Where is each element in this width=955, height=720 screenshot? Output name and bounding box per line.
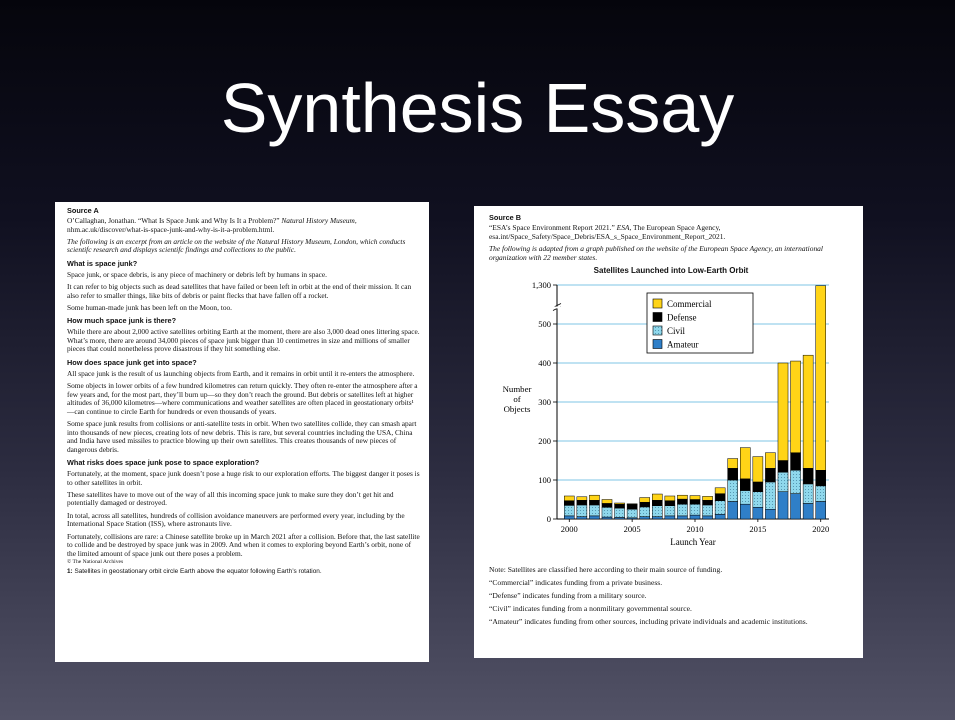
bar-segment-civil: [753, 492, 763, 508]
stacked-bar-chart: [489, 275, 853, 565]
bar-segment-civil: [677, 504, 687, 516]
bar-segment-amateur: [665, 516, 675, 519]
bar-segment-commercial: [778, 363, 788, 461]
bar-segment-commercial: [765, 453, 775, 469]
x-axis-label: Launch Year: [670, 537, 716, 548]
copyright-line: © The National Archives: [67, 559, 124, 566]
bar-segment-civil: [728, 480, 738, 501]
bar-segment-commercial: [640, 498, 650, 503]
bar-segment-defense: [740, 479, 750, 491]
citation-url: The European Space Agency, esa.int/Space_Safety/Space_Debris/ESA_s_Space_Environment_Report_2021.: [489, 223, 726, 241]
citation-url: nhm.ac.uk/discover/what-is-space-junk-and-why-is-it-a-problem.html.: [67, 224, 275, 234]
y-tick-label: 300: [538, 397, 551, 408]
bar-segment-defense: [753, 482, 763, 492]
legend-label-amateur: Amateur: [667, 339, 699, 350]
bar-segment-civil: [665, 506, 675, 516]
bar-segment-commercial: [740, 448, 750, 479]
x-tick-label: 2005: [623, 524, 641, 535]
y-tick-label: 100: [538, 475, 551, 486]
paragraph: In total, across all satellites, hundreds of collision avoidance maneuvers are performed every year, including by the International Space Station (ISS), where astronauts live.: [67, 510, 405, 529]
bar-segment-commercial: [728, 459, 738, 469]
y-tick-label: 0: [546, 514, 551, 525]
definition-defense: “Defense” indicates funding from a military source.: [489, 591, 647, 601]
x-tick-label: 2020: [812, 524, 830, 535]
bar-segment-defense: [791, 453, 801, 471]
bar-segment-commercial: [589, 495, 599, 500]
bar-segment-commercial: [816, 286, 826, 471]
source-b-citation: [489, 224, 853, 241]
axis-break-gap: [552, 307, 562, 309]
bar-segment-amateur: [703, 516, 713, 519]
paragraph: Some human-made junk has been left on the Moon, too.: [67, 303, 232, 313]
bar-segment-amateur: [715, 515, 725, 520]
y-tick-label: 400: [538, 358, 551, 369]
x-tick-label: 2015: [749, 524, 767, 535]
bar-segment-amateur: [640, 517, 650, 519]
bar-segment-defense: [564, 501, 574, 506]
bar-segment-amateur: [803, 504, 813, 520]
footnote: [67, 568, 420, 576]
bar-segment-civil: [765, 482, 775, 509]
bar-segment-amateur: [602, 517, 612, 519]
citation-publisher: Natural History Museum,: [281, 216, 357, 225]
paragraph: These satellites have to move out of the way of all this incoming space junk to make sure they don’t get hit and potentially damaged or destroyed.: [67, 489, 394, 508]
x-tick-label: 2000: [560, 524, 578, 535]
bar-segment-defense: [615, 504, 625, 508]
bar-segment-civil: [564, 506, 574, 517]
bar-segment-defense: [690, 500, 700, 505]
section-heading: What risks does space junk pose to space exploration?: [67, 458, 260, 468]
bar-segment-defense: [715, 494, 725, 501]
bar-segment-amateur: [677, 516, 687, 519]
bar-segment-defense: [703, 500, 713, 505]
bar-segment-amateur: [564, 516, 574, 519]
section-heading: What is space junk?: [67, 258, 138, 268]
bar-segment-defense: [778, 461, 788, 473]
bar-segment-commercial: [564, 496, 574, 501]
paragraph: It can refer to big objects such as dead satellites that have failed or been left in orbit at the end of their mission. It can also refer to smaller things, like bits of debris or paint flecks that have fallen off a rocket.: [67, 282, 412, 300]
citation-text: O’Callaghan, Jonathan. “What Is Space Junk and Why Is It a Problem?”: [67, 216, 282, 225]
bar-segment-defense: [602, 504, 612, 508]
bar-segment-amateur: [728, 502, 738, 520]
citation-text: “ESA’s Space Environment Report 2021.”: [489, 223, 617, 232]
bar-segment-commercial: [703, 497, 713, 501]
paragraph: Fortunately, at the moment, space junk doesn’t pose a huge risk to our exploration efforts. The biggest danger it poses is to other satellites in orbit.: [67, 469, 420, 487]
source-a-document: [55, 202, 429, 662]
bar-segment-commercial: [690, 496, 700, 500]
bar-segment-amateur: [690, 515, 700, 519]
paragraph: Fortunately, collisions are rare: a Chinese satellite broke up in March 2021 after a collision. Before that, the last satellite to collide and be destroyed by space junk was in 2009. And when it comes to exploring beyond Earth’s orbit, none of the limited amount of space junk out there poses a problem.: [67, 531, 420, 558]
bar-segment-amateur: [753, 507, 763, 519]
bar-segment-defense: [577, 500, 587, 505]
bar-segment-defense: [803, 468, 813, 484]
source-b-intro: The following is adapted from a graph published on the website of the European Space Agency, an international organization with 22 member states.: [489, 244, 823, 262]
bar-segment-civil: [778, 472, 788, 492]
bar-segment-commercial: [577, 497, 587, 501]
source-a-label: Source A: [67, 206, 99, 215]
bar-segment-commercial: [665, 496, 675, 501]
legend-swatch-defense: [653, 313, 662, 322]
definition-amateur: “Amateur” indicates funding from other sources, including private individuals and academic institutions.: [489, 617, 808, 627]
bar-segment-civil: [816, 486, 826, 502]
bar-segment-commercial: [677, 495, 687, 499]
bar-segment-defense: [665, 501, 675, 506]
legend-swatch-civil: [653, 326, 662, 335]
bar-segment-defense: [652, 500, 662, 505]
y-tick-label: 1,300: [531, 280, 551, 291]
definition-civil: “Civil” indicates funding from a nonmilitary governmental source.: [489, 604, 692, 614]
y-axis-label: Objects: [503, 404, 531, 415]
bar-segment-defense: [677, 499, 687, 504]
y-axis-label: of: [513, 394, 521, 405]
definition-commercial: “Commercial” indicates funding from a private business.: [489, 578, 663, 588]
bar-segment-civil: [615, 508, 625, 517]
legend-swatch-commercial: [653, 299, 662, 308]
bar-segment-civil: [627, 509, 637, 518]
bar-segment-amateur: [740, 504, 750, 519]
paragraph: Some space junk results from collisions or anti-satellite tests in orbit. When two satellites collide, they can smash apart into thousands of new pieces, creating lots of new debris. This is rare, but several countries including the USA, China and India have used missiles to practice blowing up their own satellites. This creates thousands of new pieces of dangerous debris.: [67, 419, 417, 454]
bar-segment-commercial: [602, 500, 612, 504]
bar-segment-civil: [740, 491, 750, 505]
section-heading: How much space junk is there?: [67, 316, 177, 326]
y-tick-label: 200: [538, 436, 551, 447]
bar-segment-civil: [652, 506, 662, 517]
bar-segment-civil: [715, 501, 725, 515]
bar-segment-amateur: [652, 517, 662, 519]
bar-segment-commercial: [715, 488, 725, 494]
paragraph: Space junk, or space debris, is any piece of machinery or debris left by humans in space.: [67, 269, 328, 279]
bar-segment-commercial: [803, 355, 813, 468]
paragraph: Some objects in lower orbits of a few hundred kilometres can return quickly. They often re-enter the atmosphere after a few years and, for the most part, they’ll burn up—so they don’t reach the ground. But debris or satellites left at higher altitudes of 36,000 kilometres—where communications and weather satellites are often placed in geostationary orbits¹—can continue to circle Earth for hundreds or even thousands of years.: [67, 381, 418, 416]
bar-segment-defense: [816, 470, 826, 486]
footnote-text: Satellites in geostationary orbit circle Earth above the equator following Earth’s rotation.: [72, 568, 322, 576]
bar-segment-civil: [640, 507, 650, 517]
bar-segment-commercial: [652, 494, 662, 500]
chart-note: Note: Satellites are classified here according to their main source of funding.: [489, 565, 723, 575]
bar-segment-defense: [765, 468, 775, 482]
source-b-document: [474, 206, 863, 658]
chart-title: Satellites Launched into Low-Earth Orbit: [593, 266, 749, 276]
bar-segment-civil: [803, 484, 813, 504]
legend-swatch-amateur: [653, 340, 662, 349]
bar-segment-defense: [589, 500, 599, 505]
bar-segment-amateur: [589, 516, 599, 519]
paragraph: While there are about 2,000 active satellites orbiting Earth at the moment, there are also 3,000 dead ones littering space. What’s more, there are around 34,000 pieces of space junk bigger than 10 centimetres in size and millions of smaller pieces that could nonetheless prove disastrous if they hit something else.: [67, 327, 420, 354]
bar-segment-defense: [627, 504, 637, 509]
slide-title: Synthesis Essay: [220, 69, 735, 147]
bar-segment-civil: [703, 505, 713, 516]
bar-segment-civil: [589, 505, 599, 516]
legend-label-defense: Defense: [667, 312, 697, 323]
bar-segment-civil: [577, 505, 587, 517]
bar-segment-civil: [791, 470, 801, 493]
bar-segment-amateur: [577, 517, 587, 519]
footnote-number: 1:: [67, 568, 73, 576]
bar-segment-civil: [690, 504, 700, 515]
bar-segment-commercial: [791, 361, 801, 453]
bar-segment-commercial: [615, 503, 625, 504]
source-a-citation: [67, 217, 420, 234]
citation-publisher: ESA,: [616, 223, 632, 232]
bar-segment-amateur: [765, 509, 775, 519]
section-heading: How does space junk get into space?: [67, 357, 197, 367]
bar-segment-amateur: [778, 492, 788, 519]
y-axis-label: Number: [502, 384, 532, 395]
source-b-label: Source B: [489, 213, 522, 222]
bar-segment-defense: [640, 502, 650, 507]
x-tick-label: 2010: [686, 524, 704, 535]
legend-label-civil: Civil: [667, 326, 686, 337]
paragraph: All space junk is the result of us launching objects from Earth, and it remains in orbit until it re-enters the atmosphere.: [67, 368, 415, 378]
bar-segment-commercial: [753, 457, 763, 482]
bar-segment-defense: [728, 468, 738, 480]
legend-label-commercial: Commercial: [667, 299, 712, 310]
y-tick-label: 500: [538, 319, 551, 330]
bar-segment-amateur: [816, 502, 826, 520]
source-a-intro: The following is an excerpt from an article on the website of the Natural History Museum, London, which conducts scientifc research and displays scientifc findings and collections to the public.: [67, 236, 406, 255]
bar-segment-amateur: [791, 494, 801, 519]
chart-container: [489, 275, 853, 565]
bar-segment-civil: [602, 507, 612, 517]
